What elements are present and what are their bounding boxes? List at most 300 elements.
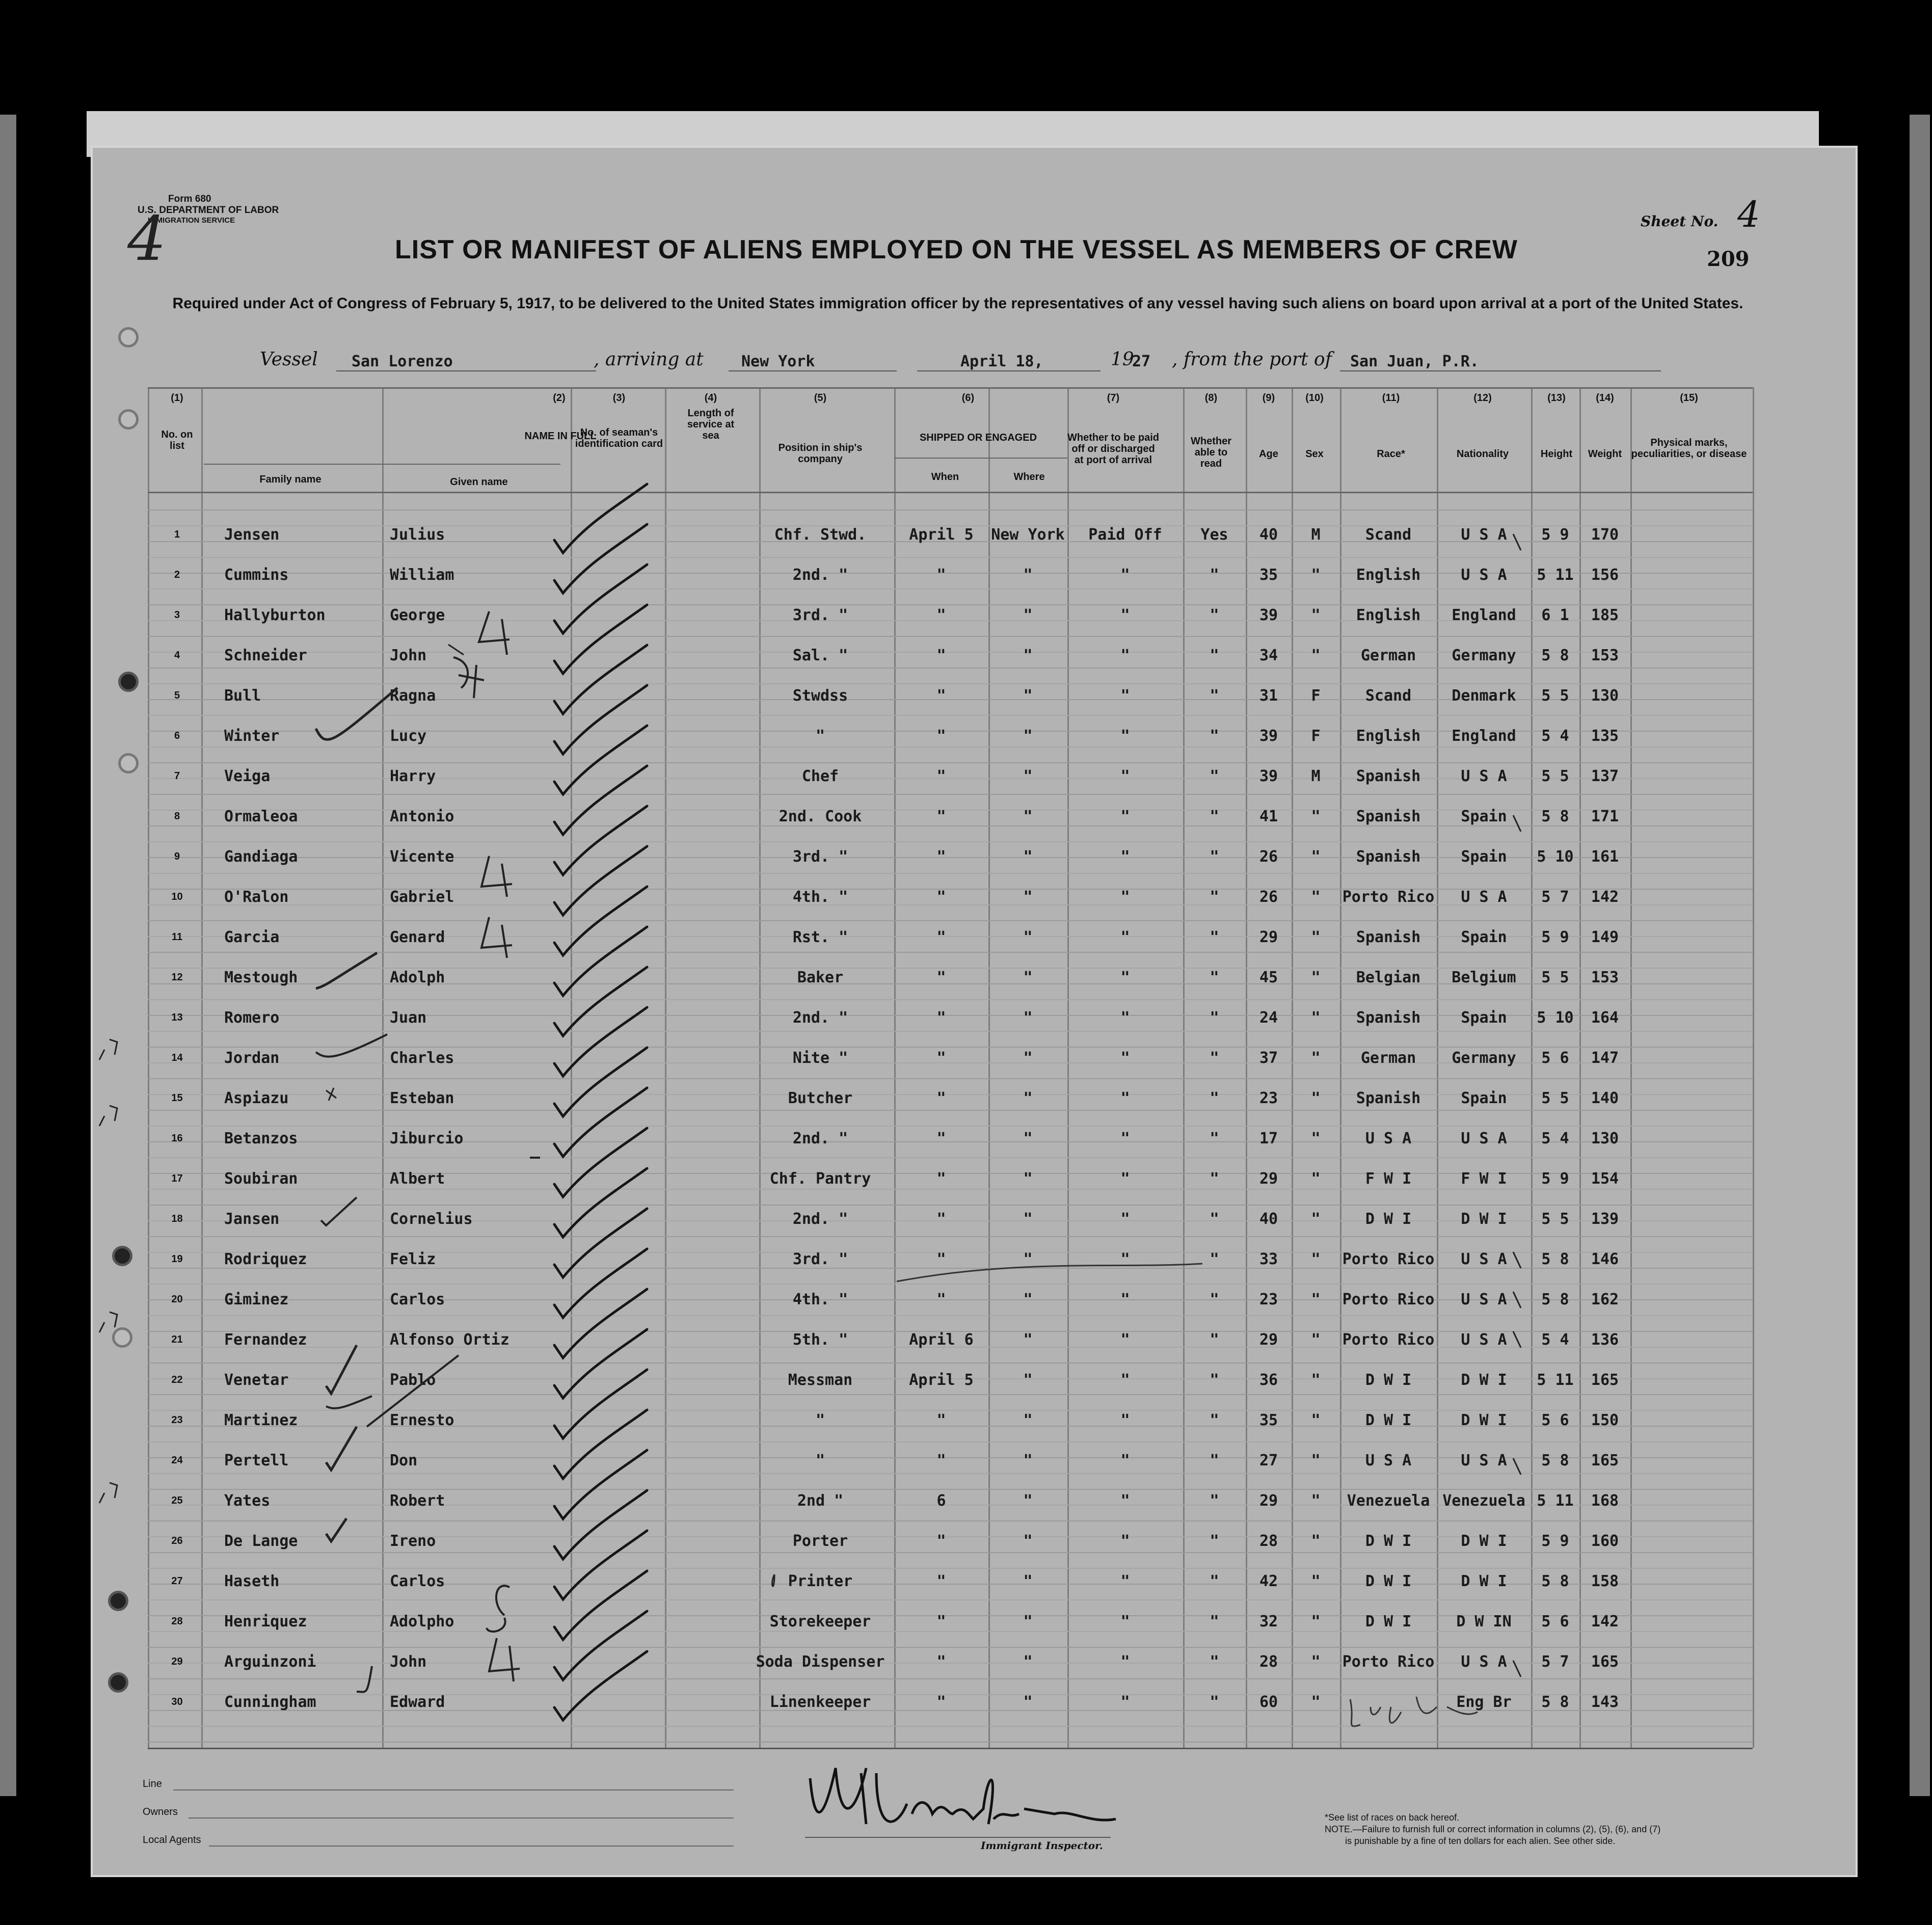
cell-race: D W I <box>1365 1210 1412 1228</box>
cell-sex: " <box>1311 1009 1321 1027</box>
cell-height: 5 8 <box>1541 1572 1569 1590</box>
cell-age: 23 <box>1259 1291 1278 1308</box>
cell-sex: " <box>1311 1331 1321 1349</box>
col-15-number: (15) <box>1680 392 1698 404</box>
cell-when: April 6 <box>909 1331 974 1349</box>
cell-paid: " <box>1120 1049 1130 1067</box>
cell-height: 5 7 <box>1541 1653 1569 1671</box>
cell-read: " <box>1210 566 1219 584</box>
cell-paid: " <box>1120 1331 1130 1349</box>
checkmark <box>554 524 647 593</box>
cell-height: 5 8 <box>1541 1693 1569 1711</box>
cell-no: 19 <box>171 1253 183 1265</box>
cell-race: Venezuela <box>1347 1492 1430 1510</box>
cell-weight: 139 <box>1591 1210 1619 1228</box>
cell-read: " <box>1210 1411 1219 1429</box>
cell-paid: " <box>1120 1170 1130 1188</box>
cell-race: D W I <box>1365 1371 1412 1389</box>
cell-height: 5 9 <box>1541 1532 1569 1550</box>
cell-paid: " <box>1120 1492 1130 1510</box>
cell-height: 5 10 <box>1537 848 1574 866</box>
checkmark <box>554 645 647 714</box>
cell-read: " <box>1210 1331 1219 1349</box>
cell-race: English <box>1356 566 1421 584</box>
cell-read: " <box>1210 808 1219 825</box>
cell-sex: " <box>1311 928 1321 946</box>
cell-position: 4th. " <box>792 1291 848 1308</box>
checkmark <box>554 967 647 1036</box>
margin-handwritten-mark: 4 <box>127 204 167 275</box>
cell-sex: F <box>1311 687 1321 705</box>
cell-family: Fernandez <box>224 1331 307 1349</box>
checkmark <box>554 1088 647 1157</box>
cell-where: " <box>1023 808 1033 825</box>
cell-position: Rst. " <box>792 928 848 946</box>
cell-age: 26 <box>1259 848 1278 866</box>
cell-sex: " <box>1311 1291 1321 1308</box>
cell-where: " <box>1023 1210 1033 1228</box>
cell-sex: " <box>1311 808 1321 825</box>
cell-given: Feliz <box>390 1250 436 1268</box>
cell-no: 17 <box>171 1173 183 1184</box>
cell-age: 27 <box>1259 1452 1278 1469</box>
cell-sex: " <box>1311 1653 1321 1671</box>
arrival-year: 27 <box>1132 353 1151 370</box>
cell-family: Pertell <box>224 1452 289 1469</box>
cell-nat: Germany <box>1452 647 1516 664</box>
cell-nat: Spain <box>1461 848 1507 866</box>
cell-age: 17 <box>1259 1130 1278 1147</box>
cell-position: Linenkeeper <box>769 1693 871 1711</box>
checkmark <box>554 1490 647 1559</box>
cell-weight: 143 <box>1591 1693 1619 1711</box>
cell-paid: " <box>1120 888 1130 906</box>
cell-race: Porto Rico <box>1342 1653 1435 1671</box>
checkmark <box>554 1611 647 1680</box>
cell-height: 5 9 <box>1541 928 1569 946</box>
cell-family: Winter <box>224 727 280 745</box>
cell-weight: 130 <box>1591 687 1619 705</box>
checkmark <box>554 565 647 633</box>
family-name-label: Family name <box>259 474 321 485</box>
cell-when: " <box>936 1613 946 1630</box>
cell-given: Esteban <box>390 1089 454 1107</box>
col-13-number: (13) <box>1547 392 1566 404</box>
cell-weight: 171 <box>1591 808 1619 825</box>
cell-read: " <box>1210 727 1219 745</box>
cell-paid: " <box>1120 566 1130 584</box>
cell-paid: " <box>1120 1452 1130 1469</box>
cell-given: Alfonso Ortiz <box>390 1331 509 1349</box>
cell-height: 5 5 <box>1541 969 1569 986</box>
cell-nat: U S A <box>1461 1331 1507 1349</box>
cell-position: " <box>815 1411 825 1429</box>
cell-weight: 140 <box>1591 1089 1619 1107</box>
cell-given: Jiburcio <box>390 1130 464 1147</box>
cell-weight: 149 <box>1591 928 1619 946</box>
cell-age: 41 <box>1259 808 1278 825</box>
cell-age: 24 <box>1259 1009 1278 1027</box>
checkmark <box>554 846 647 915</box>
cell-nat: Germany <box>1452 1049 1516 1067</box>
cell-given: Antonio <box>390 808 454 825</box>
cell-given: Vicente <box>390 848 454 866</box>
cell-sex: " <box>1311 566 1321 584</box>
col-no-on-list-label: No. on list <box>161 429 193 451</box>
cell-sex: " <box>1311 848 1321 866</box>
cell-where: " <box>1023 1653 1033 1671</box>
cell-nat: D W I <box>1461 1371 1507 1389</box>
cell-no: 10 <box>171 891 183 902</box>
cell-paid: " <box>1120 1411 1130 1429</box>
cell-race: D W I <box>1365 1572 1412 1590</box>
cell-when: " <box>936 1250 946 1268</box>
cell-family: Ormaleoa <box>224 808 298 825</box>
cell-weight: 150 <box>1591 1411 1619 1429</box>
cell-when: " <box>936 767 946 785</box>
cell-read: " <box>1210 969 1219 986</box>
cell-no: 25 <box>171 1495 183 1506</box>
cell-height: 5 5 <box>1541 1089 1569 1107</box>
cell-position: " <box>815 1452 825 1469</box>
checkmark <box>554 1329 647 1398</box>
cell-sex: " <box>1311 1492 1321 1510</box>
col-race-label: Race* <box>1377 448 1405 460</box>
cell-nat: Denmark <box>1452 687 1516 705</box>
form-number: Form 680 <box>168 194 211 204</box>
cell-when: " <box>936 1452 946 1469</box>
cell-read: " <box>1210 687 1219 705</box>
cell-read: " <box>1210 848 1219 866</box>
cell-nat: U S A <box>1461 1130 1507 1147</box>
cell-no: 18 <box>171 1213 183 1224</box>
checkmark <box>554 1249 647 1318</box>
checkmark <box>554 1168 647 1237</box>
cell-age: 37 <box>1259 1049 1278 1067</box>
cell-weight: 156 <box>1591 566 1619 584</box>
cell-weight: 185 <box>1591 606 1619 624</box>
cell-height: 5 5 <box>1541 767 1569 785</box>
cell-age: 42 <box>1259 1572 1278 1590</box>
fine-note-1: NOTE.—Failure to furnish full or correct information in columns (2), (5), (6), and (7) <box>1325 1824 1661 1834</box>
cell-position: Soda Dispenser <box>756 1653 885 1671</box>
cell-paid: " <box>1120 1371 1130 1389</box>
cell-nat: Spain <box>1461 808 1507 825</box>
cell-nat: Spain <box>1461 928 1507 946</box>
cell-sex: " <box>1311 969 1321 986</box>
cell-age: 39 <box>1259 767 1278 785</box>
cell-given: Carlos <box>390 1291 445 1308</box>
cell-age: 34 <box>1259 647 1278 664</box>
col-3-number: (3) <box>612 392 626 404</box>
cell-sex: " <box>1311 1089 1321 1107</box>
col-nationality-label: Nationality <box>1456 448 1509 460</box>
cell-position: 3rd. " <box>792 848 848 866</box>
cell-weight: 130 <box>1591 1130 1619 1147</box>
cell-no: 7 <box>174 770 180 782</box>
cell-no: 16 <box>171 1133 183 1144</box>
given-name-label: Given name <box>450 476 508 488</box>
cell-where: " <box>1023 1089 1033 1107</box>
cell-nat: Venezuela <box>1442 1492 1525 1510</box>
cell-race: D W I <box>1365 1613 1412 1630</box>
cell-nat: Belgium <box>1452 969 1516 986</box>
cell-race: Porto Rico <box>1342 888 1435 906</box>
local-agents-label: Local Agents <box>143 1834 201 1846</box>
cell-paid: " <box>1120 1653 1130 1671</box>
cell-given: Don <box>390 1452 418 1469</box>
checkmark <box>554 887 647 955</box>
cell-read: " <box>1210 1210 1219 1228</box>
cell-race: Spanish <box>1356 928 1421 946</box>
cell-where: " <box>1023 1492 1033 1510</box>
cell-no: 6 <box>174 730 180 741</box>
cell-height: 5 11 <box>1537 1371 1574 1389</box>
cell-where: " <box>1023 1572 1033 1590</box>
cell-weight: 161 <box>1591 848 1619 866</box>
cell-when: " <box>936 928 946 946</box>
col-sex-label: Sex <box>1305 448 1324 460</box>
cell-sex: M <box>1311 767 1321 785</box>
cell-no: 28 <box>171 1616 183 1627</box>
cell-position: Butcher <box>788 1089 853 1107</box>
col-height-label: Height <box>1540 448 1573 460</box>
cell-paid: " <box>1120 1210 1130 1228</box>
cell-given: Ireno <box>390 1532 436 1550</box>
checkmark <box>554 1370 647 1438</box>
cell-nat: U S A <box>1461 526 1507 544</box>
cell-age: 35 <box>1259 566 1278 584</box>
cell-race: English <box>1356 606 1421 624</box>
cell-when: " <box>936 1210 946 1228</box>
cell-age: 28 <box>1259 1653 1278 1671</box>
cell-race: Spanish <box>1356 848 1421 866</box>
cell-height: 5 11 <box>1537 1492 1574 1510</box>
cell-no: 24 <box>171 1455 183 1466</box>
cell-race: German <box>1360 647 1416 664</box>
cell-no: 9 <box>174 851 180 862</box>
cell-paid: " <box>1120 1572 1130 1590</box>
cell-sex: F <box>1311 727 1321 745</box>
cell-when: " <box>936 888 946 906</box>
cell-paid: Paid Off <box>1088 526 1162 544</box>
cell-read: " <box>1210 1452 1219 1469</box>
cell-position: 2nd. " <box>792 1210 848 1228</box>
cell-age: 45 <box>1259 969 1278 986</box>
cell-height: 5 8 <box>1541 808 1569 825</box>
cell-when: " <box>936 1693 946 1711</box>
cell-nat: U S A <box>1461 767 1507 785</box>
cell-race: Belgian <box>1356 969 1421 986</box>
cell-paid: " <box>1120 1613 1130 1630</box>
sheet-label: Sheet No. <box>1641 213 1719 230</box>
cell-when: " <box>936 647 946 664</box>
cell-when: " <box>936 566 946 584</box>
cell-when: " <box>936 1291 946 1308</box>
cell-position: 5th. " <box>792 1331 848 1349</box>
cell-where: " <box>1023 566 1033 584</box>
line-label: Line <box>143 1778 162 1789</box>
cell-weight: 135 <box>1591 727 1619 745</box>
cell-when: " <box>936 1130 946 1147</box>
cell-read: " <box>1210 1653 1219 1671</box>
cell-paid: " <box>1120 1532 1130 1550</box>
cell-no: 5 <box>174 690 180 701</box>
cell-family: Soubiran <box>224 1170 298 1188</box>
cell-where: " <box>1023 1049 1033 1067</box>
cell-weight: 147 <box>1591 1049 1619 1067</box>
cell-read: " <box>1210 1371 1219 1389</box>
arrival-port: New York <box>741 353 815 370</box>
cell-when: " <box>936 1572 946 1590</box>
checkmark <box>554 685 647 754</box>
cell-given: Adolph <box>390 969 445 986</box>
checkmark <box>554 1651 647 1720</box>
sheet-number: 4 <box>1737 194 1760 235</box>
cell-given: Genard <box>390 928 445 946</box>
cell-family: Jansen <box>224 1210 280 1228</box>
cell-given: Charles <box>390 1049 454 1067</box>
cell-nat: D W I <box>1461 1572 1507 1590</box>
cell-sex: " <box>1311 1371 1321 1389</box>
cell-no: 3 <box>174 609 180 621</box>
cell-when: " <box>936 1170 946 1188</box>
cell-nat: Spain <box>1461 1009 1507 1027</box>
cell-when: " <box>936 1411 946 1429</box>
cell-race: Spanish <box>1356 808 1421 825</box>
cell-nat: D W I <box>1461 1411 1507 1429</box>
col-position-label: Position in ship's company <box>778 442 863 465</box>
cell-given: John <box>390 1653 427 1671</box>
cell-read: " <box>1210 1291 1219 1308</box>
page-number: 209 <box>1707 247 1750 271</box>
cell-age: 35 <box>1259 1411 1278 1429</box>
cell-family: Garcia <box>224 928 280 946</box>
cell-no: 8 <box>174 811 180 822</box>
cell-no: 23 <box>171 1414 183 1426</box>
checkmark <box>554 806 647 875</box>
cell-height: 5 7 <box>1541 888 1569 906</box>
cell-when: April 5 <box>909 1371 974 1389</box>
cell-family: De Lange <box>224 1532 298 1550</box>
checkmark <box>554 1410 647 1479</box>
cell-paid: " <box>1120 808 1130 825</box>
checkmark <box>554 1128 647 1197</box>
cell-no: 26 <box>171 1535 183 1546</box>
cell-height: 5 8 <box>1541 1291 1569 1308</box>
cell-sex: " <box>1311 606 1321 624</box>
cell-weight: 160 <box>1591 1532 1619 1550</box>
cell-position: 3rd. " <box>792 1250 848 1268</box>
cell-weight: 153 <box>1591 969 1619 986</box>
cell-family: Arguinzoni <box>224 1653 316 1671</box>
cell-paid: " <box>1120 1130 1130 1147</box>
col-8-number: (8) <box>1204 392 1218 404</box>
cell-where: " <box>1023 647 1033 664</box>
cell-position: Chf. Stwd. <box>774 526 867 544</box>
checkmark <box>554 1048 647 1116</box>
cell-read: " <box>1210 1170 1219 1188</box>
col-name-label: NAME IN FULL <box>524 431 597 442</box>
cell-weight: 146 <box>1591 1250 1619 1268</box>
col-4-number: (4) <box>704 392 717 404</box>
cell-height: 5 6 <box>1541 1049 1569 1067</box>
cell-read: Yes <box>1200 526 1228 544</box>
departure-port: San Juan, P.R. <box>1350 353 1479 370</box>
cell-race: German <box>1360 1049 1416 1067</box>
cell-family: Martinez <box>224 1411 298 1429</box>
col-1-number: (1) <box>171 392 183 404</box>
cell-race: Spanish <box>1356 767 1421 785</box>
cell-family: Rodriquez <box>224 1250 307 1268</box>
cell-family: Gandiaga <box>224 848 298 866</box>
col-11-number: (11) <box>1382 392 1400 404</box>
cell-where: " <box>1023 1371 1033 1389</box>
cell-paid: " <box>1120 647 1130 664</box>
cell-when: " <box>936 606 946 624</box>
cell-family: Henriquez <box>224 1613 307 1630</box>
cell-paid: " <box>1120 687 1130 705</box>
cell-weight: 158 <box>1591 1572 1619 1590</box>
cell-given: Juan <box>390 1009 427 1027</box>
col-paid-off-label: Whether to be paid off or discharged at port of arrival <box>1067 432 1159 466</box>
year-prefix: 19 <box>1111 349 1134 370</box>
shipped-where-label: Where <box>1013 471 1045 483</box>
cell-no: 21 <box>171 1334 183 1345</box>
cell-position: 2nd. " <box>792 566 848 584</box>
cell-nat: Spain <box>1461 1089 1507 1107</box>
cell-race: D W I <box>1365 1532 1412 1550</box>
cell-race: Porto Rico <box>1342 1291 1435 1308</box>
cell-paid: " <box>1120 606 1130 624</box>
service-name: IMMIGRATION SERVICE <box>148 216 235 225</box>
cell-family: Haseth <box>224 1572 280 1590</box>
cell-position: Sal. " <box>792 647 848 664</box>
cell-height: 6 1 <box>1541 606 1569 624</box>
cell-read: " <box>1210 606 1219 624</box>
cell-given: Lucy <box>390 727 427 745</box>
cell-race: Scand <box>1365 687 1412 705</box>
cell-age: 29 <box>1259 1170 1278 1188</box>
cell-where: " <box>1023 727 1033 745</box>
col-weight-label: Weight <box>1588 448 1622 460</box>
checkmark <box>554 766 647 835</box>
cell-given: Harry <box>390 767 436 785</box>
cell-position: Printer <box>788 1572 853 1590</box>
cell-read: " <box>1210 647 1219 664</box>
cell-when: 6 <box>936 1492 946 1510</box>
checkmark <box>554 1007 647 1076</box>
cell-given: John <box>390 647 427 664</box>
col-5-number: (5) <box>814 392 827 404</box>
col-12-number: (12) <box>1473 392 1492 404</box>
cell-age: 28 <box>1259 1532 1278 1550</box>
cell-given: Robert <box>390 1492 445 1510</box>
cell-family: Aspiazu <box>224 1089 289 1107</box>
cell-age: 39 <box>1259 727 1278 745</box>
cell-paid: " <box>1120 727 1130 745</box>
cell-given: Pablo <box>390 1371 436 1389</box>
cell-weight: 168 <box>1591 1492 1619 1510</box>
arriving-label: , arriving at <box>594 349 704 370</box>
cell-read: " <box>1210 1009 1219 1027</box>
checkmark <box>554 726 647 794</box>
races-note: *See list of races on back hereof. <box>1325 1812 1460 1823</box>
cell-no: 29 <box>171 1656 183 1667</box>
cell-read: " <box>1210 1089 1219 1107</box>
cell-position: 2nd " <box>797 1492 844 1510</box>
cell-family: Bull <box>224 687 261 705</box>
